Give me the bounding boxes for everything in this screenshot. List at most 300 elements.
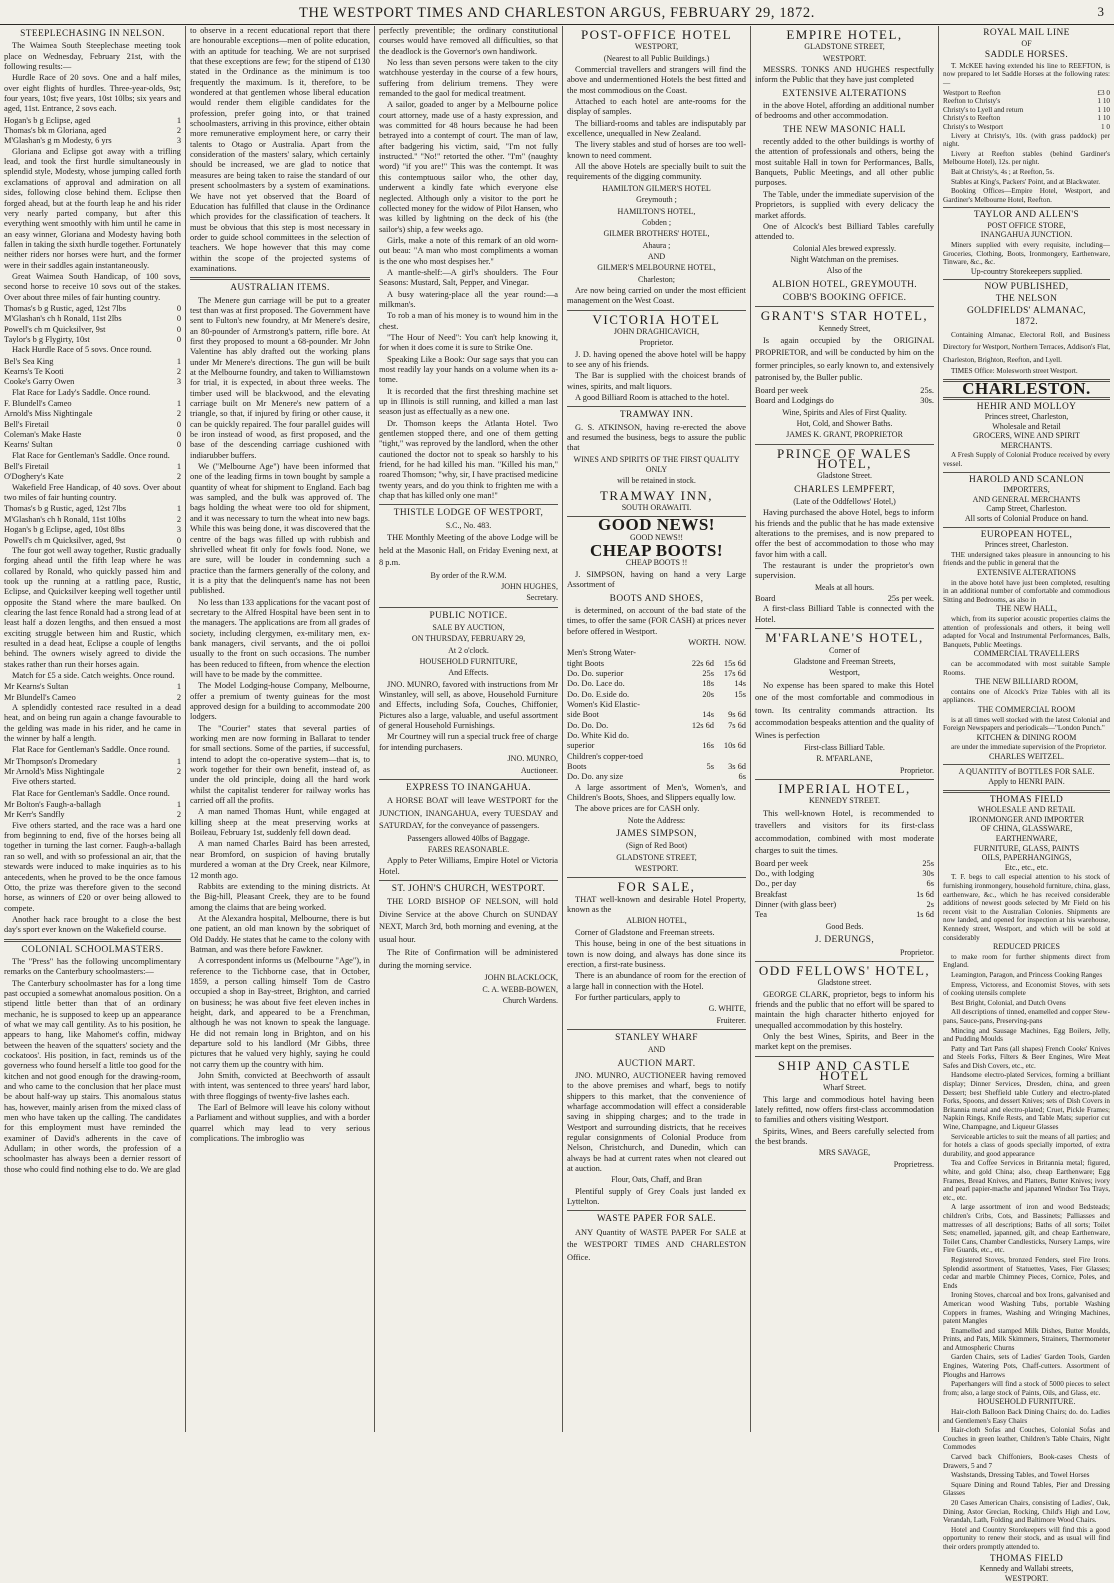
result-row xyxy=(4,399,181,409)
ad-sub: KITCHEN & DINING ROOM xyxy=(976,732,1077,742)
result-row xyxy=(4,504,181,514)
result-horse: Hogan's b g Eclipse, aged xyxy=(4,115,91,125)
stock-item: Garden Chairs, sets of Ladies' Garden Tools, Garden Engines, Watering Pots, Chaff-cutters. Assortment of Ploughs and Harrows xyxy=(943,1353,1110,1379)
divider xyxy=(943,279,1110,280)
race-description: Flat Race for Gentleman's Saddle. Once round. xyxy=(12,745,170,755)
result-row xyxy=(4,462,181,472)
price-row xyxy=(567,731,746,741)
price-now: 15s xyxy=(734,689,746,699)
race-description: Flat Race for Gentleman's Saddle. Once round. xyxy=(12,788,170,798)
ad-heading: TRAMWAY INN, xyxy=(599,487,714,503)
ad-sub: Up-country Storekeepers supplied. xyxy=(970,266,1083,276)
ad-text: is at all times well stocked with the latest Colonial and Foreign Newspapers and periodicals—"London Punch." xyxy=(943,715,1110,733)
price-item: Do. Do. Lace do. xyxy=(567,679,625,689)
result-horse: Mr Kerr's Sandfly xyxy=(4,810,65,820)
ad-headline: CHEAP BOOTS! xyxy=(589,541,724,561)
ad-heading: FOR SALE, xyxy=(617,879,696,895)
rate-value: 25s xyxy=(922,858,934,868)
ad-sub: (Late of the Oddfellows' Hotel,) xyxy=(793,497,896,507)
church-role: Church Wardens. xyxy=(502,996,558,1006)
ad-text: All the above Hotels are specially built to suit the requirements of the digging community. xyxy=(567,162,746,182)
divider xyxy=(755,306,934,307)
divider xyxy=(567,1210,746,1211)
result-row xyxy=(4,440,181,450)
result-row xyxy=(4,304,181,314)
masthead-title: THE WESTPORT TIMES AND CHARLESTON ARGUS, FEBRUARY 29, 1872. xyxy=(299,5,815,21)
ad-sub: IRONMONGER AND IMPORTER xyxy=(968,814,1085,824)
result-row xyxy=(4,335,181,345)
price-now: 6s xyxy=(738,772,746,782)
price-worth: 25s xyxy=(702,668,714,678)
ad-text: T. F. begs to call especial attention to his stock of furnishing ironmongery, household furniture, china, glass, earthenware, &c., which he has received considerable additions of newest goods selected by Mr Field on his recent visit to the Australian Colonies. Shipments are now landed, and opened for inspection at his warehouse, Kennedy street, Westport, and which will be sold at considerably xyxy=(943,873,1111,942)
ad-sub: Wharf Street. xyxy=(822,1083,867,1093)
ad-sub: (Nearest to all Public Buildings.) xyxy=(603,53,710,63)
stock-item: Best Bright, Colonial, and Dutch Ovens xyxy=(951,998,1066,1007)
ad-sub: All sorts of Colonial Produce on hand. xyxy=(964,514,1089,524)
ad-text: Livery at Reefton stables (behind Gardiner's Melbourne Hotel), 12s. per night. xyxy=(943,149,1110,167)
rate-value: 30s xyxy=(922,869,934,879)
ad-sub: Proprietor. xyxy=(900,765,934,775)
race-description: Great Waimea South Handicap, of 100 sovs, second horse to receive 10 sovs out of the stakes. Over about three miles of fair hunting country. xyxy=(4,271,181,302)
divider xyxy=(4,939,181,942)
article-intro: The Waimea South Steeplechase meeting took place on Wednesday, February 21st, with the following results:— xyxy=(4,41,181,72)
ad-text: Having purchased the above Hotel, begs to inform his friends and the public that he has made extensive alterations to the premises, and is now prepared to offer the best of accommodation to those who may favor him with a call. xyxy=(755,508,934,559)
stock-item: Paperhangers will find a stock of 5000 pieces to select from; also, a large stock of Paints, Oils, and Glass, etc. xyxy=(943,1380,1110,1397)
stock-item: Hair-cloth Sofas and Couches, Colonial Sofas and Couches in green leather, Children's Table Chairs, Night Commodes xyxy=(943,1426,1110,1452)
ad-text: JNO. MUNRO, AUCTIONEER having removed to the above premises and wharf, begs to notify shippers to this market, that the convenience of wharfage accommodation will effect a considerable saving in shipping charges; and to the trade in Westport and surrounding districts, that he receives regular consignments of Colonial Produce from Nelson, Christchurch, and Dunedin, which can always be had at current rates when not cleared out at auction. xyxy=(567,1070,746,1174)
result-place: 2 xyxy=(176,692,181,702)
hotel-list xyxy=(567,184,746,285)
result-place: 2 xyxy=(176,767,181,777)
express-line: Apply to Peter Williams, Empire Hotel or Victoria Hotel. xyxy=(379,856,558,876)
ad-heading: EMPIRE HOTEL, xyxy=(786,27,903,42)
ad-address: (Sign of Red Boot) xyxy=(625,841,688,851)
ad-sub: FURNITURE, GLASS, PAINTS xyxy=(973,843,1080,853)
stock-item: Patty and Tart Pans (all shapes) French Cooks' Knives and Steels Forks, Filters & Beer Engines, Wire Meat Safes and Dish Covers, etc., etc. xyxy=(943,1044,1110,1070)
ad-text: THE undersigned takes pleasure in announcing to his friends and the public in general that the xyxy=(943,550,1110,568)
hotel-name: Cobden ; xyxy=(641,217,672,227)
ad-text: One of Alcock's best Billiard Tables carefully attended to. xyxy=(755,221,934,242)
race-description: Flat Race for Gentleman's Saddle. Once round. xyxy=(12,450,170,460)
divider xyxy=(379,504,558,505)
news-item: The Earl of Belmore will leave his colony without a Parliament and without supplies, and with a border quarrel which may lead to very serious complications. The imbroglio was xyxy=(190,1103,370,1144)
ad-sub: THE NEW HALL, xyxy=(996,604,1057,614)
ad-sub: AND GENERAL MERCHANTS xyxy=(972,494,1081,504)
hotel-name: Ahaura ; xyxy=(642,240,671,250)
ad-text: contains one of Alcock's Prize Tables with all its appliances. xyxy=(943,687,1110,705)
rate-row xyxy=(755,900,934,910)
ad-sub: Gladstone Street. xyxy=(816,471,873,481)
notice-name: JNO. MUNRO, xyxy=(507,754,558,764)
price-item: Men's Strong Water- xyxy=(567,648,636,658)
result-row xyxy=(4,757,181,767)
rate-label: Tea xyxy=(755,910,767,920)
ad-heading: PRINCE OF WALES HOTEL, xyxy=(777,445,912,471)
divider xyxy=(567,406,746,407)
hotel-name: Greymouth ; xyxy=(636,195,677,205)
ad-text: Attached to each hotel are ante-rooms for the display of samples. xyxy=(567,97,746,117)
columns xyxy=(0,26,1114,1583)
divider xyxy=(379,779,558,780)
rate-value: £3 0 xyxy=(1097,88,1110,97)
rate-label: Do., with lodging xyxy=(755,869,815,879)
ad-sub: Proprietor. xyxy=(900,947,934,957)
divider xyxy=(567,1029,746,1030)
stock-item: Hair-cloth Balloon Back Dining Chairs; do. do. Ladies and Gentlemen's Easy Chairs xyxy=(943,1408,1110,1425)
church-text: The Rite of Confirmation will be administered during the morning service. xyxy=(379,948,558,970)
ad-text: This well-known Hotel, is recommended to travellers and visitors for its first-class accommodation, combined with most moderate charges to suit the times. xyxy=(755,808,934,856)
rate-label: Board per week xyxy=(755,385,809,395)
divider xyxy=(755,444,934,445)
ad-text: in the above Hotel, affording an additional number of bedrooms and other accommodation. xyxy=(755,101,934,121)
ad-sub: Kennedy Street, xyxy=(818,323,871,333)
result-place: 1 xyxy=(176,462,181,472)
ad-heading: GOLDFIELDS' ALMANAC, xyxy=(966,305,1087,316)
divider xyxy=(190,277,370,280)
result-place: 3 xyxy=(176,136,181,146)
result-place: 2 xyxy=(176,514,181,524)
news-item: Speaking Like a Book: Our sage says that you can most readily lay your hands on a volume when its a-tome. xyxy=(379,354,558,385)
news-item: A correspondent informs us (Melbourne "Age"), in reference to the Tichborne case, that in October, 1859, a person calling himself Tom de Castro occupied a shop in Bay-street, Brighton, and carried on business; he was about five feet eleven inches in height, dark, and appeared to be a Frenchman, although he was not known to speak the language. He did not remain long in Brighton, and on his departure sold to his landlord (Mr Gibbs, three pictures that he valued very highly, saying he could not carry them up the country with him. xyxy=(190,956,370,1069)
price-values xyxy=(678,762,746,772)
price-item: tight Boots xyxy=(567,658,604,668)
divider xyxy=(567,310,746,311)
article-text: The Canterbury schoolmaster has for a long time past occupied a somewhat anomalous position. On a stipend little better than that of an ordinary mechanic, he is supposed to keep up an appearance of what we may call gentility. As to his position, he appears to hang, like Mahomet's coffin, midway between the heaven of the squatters' society and the cockatoos'. His position, in fact, reminds us of the governess who found herself a little too good for the kitchen and not good enough for the drawing-room, and who came to the conclusion that her place must be about half-way up stairs. This anomalous status has, however, mainly arisen from the mixed class of men who have taken up the calling. The candidates for this employment must have reminded the examiner of David's adherents in the cave of Adullam; in other words, the profession of a schoolmaster has always been a dernier ressort of those who could find nothing else to do. We are glad xyxy=(4,978,181,1174)
result-row xyxy=(4,693,181,703)
rate-row xyxy=(755,594,934,604)
race-description: Flat Race for Lady's Saddle. Once round. xyxy=(12,387,151,397)
ad-sub: MRS SAVAGE, xyxy=(818,1148,871,1158)
race-results xyxy=(4,116,181,147)
result-horse: Mr Arnold's Miss Nightingale xyxy=(4,767,105,777)
ad-text: Are now being carried on under the most efficient management on the West Coast. xyxy=(567,285,746,306)
divider xyxy=(755,779,934,780)
ad-heading: POST-OFFICE HOTEL xyxy=(580,27,733,42)
page-number: 3 xyxy=(1097,4,1104,19)
ad-text: The livery stables and stud of horses are too well-known to need comment. xyxy=(567,140,746,160)
ad-sub: Good Beds. xyxy=(825,921,864,931)
result-row xyxy=(4,126,181,136)
lodge-role: Secretary. xyxy=(526,593,558,603)
rate-table xyxy=(755,386,934,407)
rate-value: 1s 6d xyxy=(916,910,934,920)
ad-sub: Also of the xyxy=(826,266,863,276)
ad-heading: ROYAL MAIL LINE xyxy=(983,28,1070,38)
article-text: to observe in a recent educational report that there are honourable exceptions—men of polite education, with an aptitude for teaching. We are not surprised that these exceptions are few; for the stipend of £130 stated in the Ordinance as the minimum is too frequently the maximum. Is it, therefore, to be wondered at that gentlemen whose liberal education would render them eligible candidates for the profession, prefer going into, or that trained schoolmasters, arriving in this province, either obtain more remunerative employment here, or carry their talents to Otago or Australia. Apart from the consideration of the masters' salary, which certainly should be increased, we are glad to notice that measures are being taken to raise the standard of our present schoolmasters by a system of examinations. We have not yet observed that the Board of Education has fulfilled that clause in the Ordinance which provides for the classification of teachers. It must be obvious that this step is most necessary in order to guide school committees in the selection of teachers. We hope however that this may come within the scope of the projected systems of examinations. xyxy=(190,26,370,273)
price-row xyxy=(567,741,746,751)
result-horse: Coleman's Make Haste xyxy=(4,430,82,440)
race-results xyxy=(4,399,181,451)
result-place: 1 xyxy=(176,800,181,810)
rate-label: Christy's to Reefton xyxy=(943,114,1001,123)
race-report: Five others started, and the race was a hard one from beginning to end, five of the horses being all together in turning the last corner. Faugh-a-ballagh ran so well, and with so professional an air, that the stewards were induced to make inquiries as to his antecedents, when he proved to be the once famous Otto, the prize was therefore given to the second horse, as winners of £20 or over being allowed to compete. xyxy=(4,820,181,913)
ad-sub: Wine, Spirits and Ales of First Quality. xyxy=(782,407,907,417)
rate-row xyxy=(755,869,934,879)
ad-text: ANY Quantity of WASTE PAPER For SALE at the WESTPORT TIMES AND CHARLESTON Office. xyxy=(567,1227,746,1262)
rate-row xyxy=(755,879,934,889)
news-item: John Smith, convicted at Beechworth of assault with intent, was sentenced to three years' hard labor, with three floggings of twenty-five lashes each. xyxy=(190,1071,370,1101)
price-values xyxy=(678,731,746,741)
rate-label: Christy's to Westport xyxy=(943,122,1004,131)
ad-sub: Kennedy and Wallabi streets, xyxy=(979,1564,1074,1574)
hotel-name: HAMILTON'S HOTEL, xyxy=(617,206,696,216)
ad-sub: Wholesale and Retail xyxy=(992,421,1061,431)
ad-heading: VICTORIA HOTEL xyxy=(592,311,721,327)
rate-row xyxy=(943,97,1110,106)
ad-sub: JAMES K. GRANT, PROPRIETOR xyxy=(786,430,903,440)
ad-sub: Corner of xyxy=(829,645,860,655)
stock-item: Empress, Victoress, and Economist Stoves, with sets of cooking utensils complete xyxy=(943,980,1110,998)
result-row xyxy=(4,116,181,126)
ad-address: GLADSTONE STREET, xyxy=(616,852,697,862)
ad-text: The restaurant is under the proprietor's own supervision. xyxy=(755,561,934,581)
ad-sub: Flour, Oats, Chaff, and Bran xyxy=(611,1175,702,1185)
ad-heading: BOOTS AND SHOES, xyxy=(609,593,704,604)
ad-text: MESSRS. TONKS AND HUGHES respectfully inform the Public that they have just completed xyxy=(755,65,934,85)
price-worth: 5s xyxy=(706,762,714,771)
ad-sub: Westport, xyxy=(829,668,860,678)
ad-heading: HEHIR AND MOLLOY xyxy=(976,401,1077,412)
result-row xyxy=(4,420,181,430)
stock-item: 20 Cases American Chairs, consisting of Ladies', Oak, Dining, Astor Grecian, Rocking, Child's High and Low, Verandah, Lath, Folding and Baltimore Wood Chairs. xyxy=(943,1498,1110,1525)
race-results xyxy=(4,504,181,545)
article-text: perfectly preventible; the ordinary constitutional courses would have removed all difficulties, so that the deadlock is the Governor's own handiwork. xyxy=(379,26,558,56)
price-values xyxy=(678,710,746,720)
ad-text: in the above hotel have just been completed, resulting in an additional number of comfortable and commodious Sitting and Bedrooms, as also in xyxy=(943,578,1110,604)
news-item: To rob a man of his money is to wound him in the chest. xyxy=(379,311,558,331)
headline-word: GOOD xyxy=(598,515,652,535)
result-horse: Powell's ch m Quicksilver, aged, 9st xyxy=(4,535,126,545)
column-1 xyxy=(0,26,185,1432)
ad-heading: EXTENSIVE ALTERATIONS xyxy=(782,88,907,99)
ad-heading: NOW PUBLISHED, xyxy=(984,282,1069,293)
ad-text: The above prices are for CASH only. xyxy=(575,804,700,814)
news-item: Rabbits are extending to the mining districts. At the Big-hill, Pleasant Creek, they are to be found among the claims that are being worked. xyxy=(190,881,370,912)
ad-sub: A QUANTITY of BOTTLES FOR SALE. xyxy=(958,767,1095,777)
column-3 xyxy=(375,26,562,1432)
ad-sub: OILS, PAPERHANGINGS, xyxy=(981,853,1072,863)
result-place: 1 xyxy=(176,356,181,366)
news-item: "The Hour of Need": You can't help knowing it, for when it does come it is sure to Strike One. xyxy=(379,332,558,353)
ad-sub: GROCERS, WINE AND SPIRIT xyxy=(973,431,1080,441)
rate-label: Christy's to Lyell and return xyxy=(943,105,1024,114)
ad-heading: THOMAS FIELD xyxy=(989,794,1064,805)
ad-sub: Night Watchman on the premises. xyxy=(790,254,899,264)
ad-text: Corner of Gladstone and Freeman streets. xyxy=(575,927,715,937)
ad-sub: Colonial Ales brewed expressly. xyxy=(792,243,896,253)
hotel-name: HAMILTON GILMER'S HOTEL xyxy=(602,183,711,193)
news-item: The "Courier" states that several parties of working men are now forming in Ballarat to tender for small sections. Some of the parties, if successful, intend to adopt the co-operative system—that is, to work together for their own benefit, instead of, as under the old principle, doing all the hard work whilst the capitalist tenderer for railway works has carried off all the profits. xyxy=(190,723,370,806)
divider xyxy=(943,764,1110,765)
ad-sub: CHEAP BOOTS !! xyxy=(625,558,688,568)
result-row xyxy=(4,136,181,146)
news-item: The Menere gun carriage will be put to a greater test than was at first proposed. The Government have sent to Fulton's new foundry, at Mr Menere's desire, an 80-pounder of Armstrong's pattern, rifle bore. At first they proposed to mount a 68-pounder. Mr John Valentine has ably drafted out the working plans under Mr Menere's directions. The gun will be built at the Melbourne foundry, and taken to Williamstown for trial, it is expected, in about three weeks. The timber used will be blackwood, and the elevating carriage built on Mr Menere's new pattern of a triangle, so that, if injured by firing or other cause, it can be quickly repaired. The four parallel guides will be iron instead of wood, as first proposed, and the base of the descending carriage cushioned with indiarubber buffers. xyxy=(190,295,370,460)
result-row xyxy=(4,682,181,692)
ad-text: Miners supplied with every requisite, including—Groceries, Clothing, Boots, Ironmongery, Earthenware, Tinware, &c., &c. xyxy=(943,241,1110,267)
race-results xyxy=(4,800,181,821)
rate-row xyxy=(755,859,934,869)
result-place: 1 xyxy=(176,504,181,514)
stock-item: Washstands, Dressing Tables, and Towel Horses xyxy=(951,1471,1090,1480)
rate-label: Do., per day xyxy=(755,879,797,889)
ad-headline xyxy=(567,515,746,535)
result-place: 2 xyxy=(176,409,181,419)
news-item: Girls, make a note of this remark of an old worn-out beau: "A man who most compliments a woman is the one who most despises her." xyxy=(379,235,558,266)
price-table xyxy=(567,648,746,782)
ad-text: A first-class Billiard Table is connected with the Hotel. xyxy=(755,604,934,624)
price-worth: 20s xyxy=(702,689,714,699)
headline-word: NEWS! xyxy=(656,515,715,535)
ad-text: There is an abundance of room for the erection of a large hall in connection with the Hotel. xyxy=(567,971,746,991)
ad-text: is determined, on account of the bad state of the times, to offer the same (FOR CASH) at prices never before offered in Westport. xyxy=(567,605,746,636)
church-warden: C. A. WEBB-BOWEN, xyxy=(482,984,558,994)
price-item: Women's Kid Elastic- xyxy=(567,699,640,709)
ad-text: The Table, under the immediate supervision of the Proprietors, is supplied with every delicacy the market affords. xyxy=(755,189,934,220)
price-row xyxy=(567,752,746,762)
result-row xyxy=(4,525,181,535)
result-row xyxy=(4,430,181,440)
news-item: The Model Lodging-house Company, Melbourne, offer a premium of twenty guineas for the most approved design for a building to accommodate 200 lodgers. xyxy=(190,681,370,722)
stock-item: Leamington, Paragon, and Princess Cooking Ranges xyxy=(951,970,1103,979)
result-horse: Kearns's Te Kooti xyxy=(4,367,64,376)
news-item: A man named Thomas Hunt, while engaged at killing sheep at the meat preserving works at Boileau, February 1st, suddenly fell down dead. xyxy=(190,807,370,838)
ad-sub: First-class Billiard Table. xyxy=(804,743,885,753)
result-horse: Powell's ch m Quicksilver, 9st xyxy=(4,324,106,334)
notice-heading: PUBLIC NOTICE. xyxy=(429,610,508,621)
ad-sub: Gladstone and Freeman Streets, xyxy=(793,656,896,666)
ad-text: J. D. having opened the above hotel will be happy to see any of his friends. xyxy=(567,349,746,369)
price-item: Do. Do. superior xyxy=(567,668,624,678)
result-place: 1 xyxy=(176,399,181,409)
ad-text: For further particulars, apply to xyxy=(575,992,681,1002)
price-values xyxy=(678,721,746,731)
divider xyxy=(943,790,1110,793)
ad-heading: IMPERIAL HOTEL, xyxy=(778,781,911,797)
ad-sub: WESTPORT. xyxy=(822,53,867,63)
ad-text: T. McKEE having extended his line to REEFTON, is now prepared to let Saddle Horses at the following rates:— xyxy=(943,61,1110,87)
ad-sub: GOOD NEWS!! xyxy=(629,532,684,542)
price-header xyxy=(567,638,746,648)
ad-text: Spirits, Wines, and Beers carefully selected from the best brands. xyxy=(755,1126,934,1146)
result-horse: Hogan's b g Eclipse, aged, 10st 8lbs xyxy=(4,525,125,535)
ad-sub: INANGAHUA JUNCTION. xyxy=(980,230,1073,240)
hotel-name: AND xyxy=(647,251,666,261)
ad-text: THAT well-known and desirable Hotel Property, known as the xyxy=(567,894,746,915)
rate-row xyxy=(755,396,934,406)
rate-row xyxy=(943,114,1110,123)
result-horse: Thomas's b g Rustic, aged, 12st 7lbs xyxy=(4,504,127,514)
result-horse: O'Doghery's Kate xyxy=(4,472,64,482)
price-now: 3s 6d xyxy=(728,762,746,771)
lodge-by: By order of the R.W.M. xyxy=(430,570,507,580)
express-heading: EXPRESS TO INANGAHUA. xyxy=(406,782,531,793)
news-item: A mantle-shelf:—A girl's shoulders. The Four Seasons: Mustard, Salt, Pepper, and Vinegar. xyxy=(379,267,558,288)
ad-heading: AUCTION MART. xyxy=(617,1058,696,1069)
ad-sub: IMPORTERS, xyxy=(1003,485,1050,495)
ad-sub: WINES AND SPIRITS OF THE FIRST QUALITY ONLY xyxy=(573,454,740,475)
ad-sub: WESTPORT. xyxy=(1004,1573,1049,1583)
ad-text: recently added to the other buildings is worthy of the attention of professionals and others, being the most suitable Hall in town for Performances, Balls, Banquets, Public Meetings, and all other public purposes. xyxy=(755,137,934,188)
stock-item: Carved back Chiffoniers, Book-cases Chests of Drawers, 5 and 7 xyxy=(943,1453,1110,1470)
news-item: It is recorded that the first threshing machine set up in Illinois is still running, and killed a man last season just as effectually as a new one. xyxy=(379,386,558,417)
ad-heading: CHARLES LEMPFERT, xyxy=(794,484,895,495)
ad-sub: HOUSEHOLD FURNITURE. xyxy=(977,1397,1076,1407)
lodge-text: THE Monthly Meeting of the above Lodge will be held at the Masonic Hall, on Friday Evening next, at 8 p.m. xyxy=(379,533,558,568)
ad-heading: M'FARLANE'S HOTEL, xyxy=(765,630,924,646)
news-item: No less than seven persons were taken to the city watchhouse yesterday in the course of a few hours, suffering from delirium tremens. They were remanded to the gaol for medical treatment. xyxy=(379,58,558,99)
result-place: 1 xyxy=(176,115,181,125)
rate-row xyxy=(755,910,934,920)
price-item: Do. White Kid do. xyxy=(567,730,629,740)
ad-sub: MERCHANTS. xyxy=(1000,440,1053,450)
ad-text: A Fresh Supply of Colonial Produce received by every vessel. xyxy=(943,451,1110,469)
result-place: 0 xyxy=(176,314,181,324)
price-now: 14s xyxy=(734,679,746,689)
price-row xyxy=(567,710,746,720)
rate-row xyxy=(943,123,1110,132)
result-row xyxy=(4,536,181,546)
ad-text: A good Billiard Room is attached to the hotel. xyxy=(575,393,730,402)
rate-value: 1 0 xyxy=(1101,122,1110,131)
notice-line: At 2 o'clock. xyxy=(448,645,489,655)
article-intro: The "Press" has the following uncomplimentary remarks on the Canterbury schoolmasters:— xyxy=(4,956,181,977)
masthead xyxy=(0,0,1114,25)
price-now: 15s 6d xyxy=(723,658,746,668)
ad-sub: WESTPORT, xyxy=(634,42,679,52)
price-item: Do. Do. any size xyxy=(567,772,624,782)
price-row xyxy=(567,679,746,689)
ad-heading: STANLEY WHARF xyxy=(615,1032,698,1043)
ad-sub: Proprietress. xyxy=(893,1159,934,1169)
rate-row xyxy=(943,106,1110,115)
race-description: Wakefield Free Handicap, of 40 sovs. Over about two miles of fair hunting country. xyxy=(4,482,181,503)
divider xyxy=(567,877,746,878)
news-item: Dr. Thomson keeps the Atlanta Hotel. Two gentlemen stopped there, and one of them getting "tight," was reproved by the landlord, when the other cautioned the doctor not to speak so harshly to his friend, for he had killed his man. "Killed his man," roared Thomson; "why, sir, I have practised medicine twenty years, and do you think to frighten me with a chap that has killed only one man!" xyxy=(379,418,558,501)
rate-label: Board and Lodgings do xyxy=(755,396,834,406)
ad-heading: EUROPEAN HOTEL, xyxy=(980,529,1073,540)
notice-line: SALE BY AUCTION, xyxy=(432,623,505,633)
race-results xyxy=(4,757,181,778)
ad-sub: REDUCED PRICES xyxy=(993,942,1060,952)
rate-value: 1 10 xyxy=(1097,114,1110,123)
result-horse: Mr Bolton's Faugh-a-ballagh xyxy=(4,800,101,810)
hotel-name: Charleston; xyxy=(638,274,675,284)
article-heading: COLONIAL SCHOOLMASTERS. xyxy=(21,944,164,955)
lodge-heading: THISTLE LODGE OF WESTPORT, xyxy=(393,508,544,519)
news-items xyxy=(190,296,370,1145)
rate-value: 6s xyxy=(926,879,934,889)
ad-text: This house, being in one of the best situations in town is now doing, and always has done since its erection, a first-rate business. xyxy=(567,939,746,969)
result-row xyxy=(4,314,181,324)
price-values xyxy=(678,659,746,669)
ad-text: can be accommodated with most suitable Sample Rooms. xyxy=(943,659,1110,677)
notice-text: Mr Courtney will run a special truck free of charge for intending purchasers. xyxy=(379,732,558,752)
lodge-name: JOHN HUGHES, xyxy=(501,582,558,591)
result-horse: Bell's Firetail xyxy=(4,462,50,472)
ad-text: are under the immediate supervision of the Proprietor. xyxy=(951,743,1107,752)
race-results xyxy=(4,304,181,345)
price-row xyxy=(567,690,746,700)
ad-sub: OF CHINA, GLASSWARE, xyxy=(980,824,1073,834)
price-col-label: NOW. xyxy=(724,637,746,647)
result-place: 2 xyxy=(176,810,181,820)
ad-text: Commercial travellers and strangers will find the above and undermentioned Hotels the best fitted and the most commodious on the Coast. xyxy=(567,65,746,95)
ad-sub: Princes street, Charleston. xyxy=(984,540,1069,550)
ad-text: which, from its superior acoustic properties claims the attention of professionals and others, it being well adapted for Vocal and Instrumental Performances, Balls, Banquets, Public Meetings. xyxy=(943,614,1110,649)
ad-sub: KENNEDY STREET. xyxy=(808,796,881,806)
ad-sub: JOHN DRAGHICAVICH, xyxy=(613,326,700,336)
divider xyxy=(943,527,1110,528)
